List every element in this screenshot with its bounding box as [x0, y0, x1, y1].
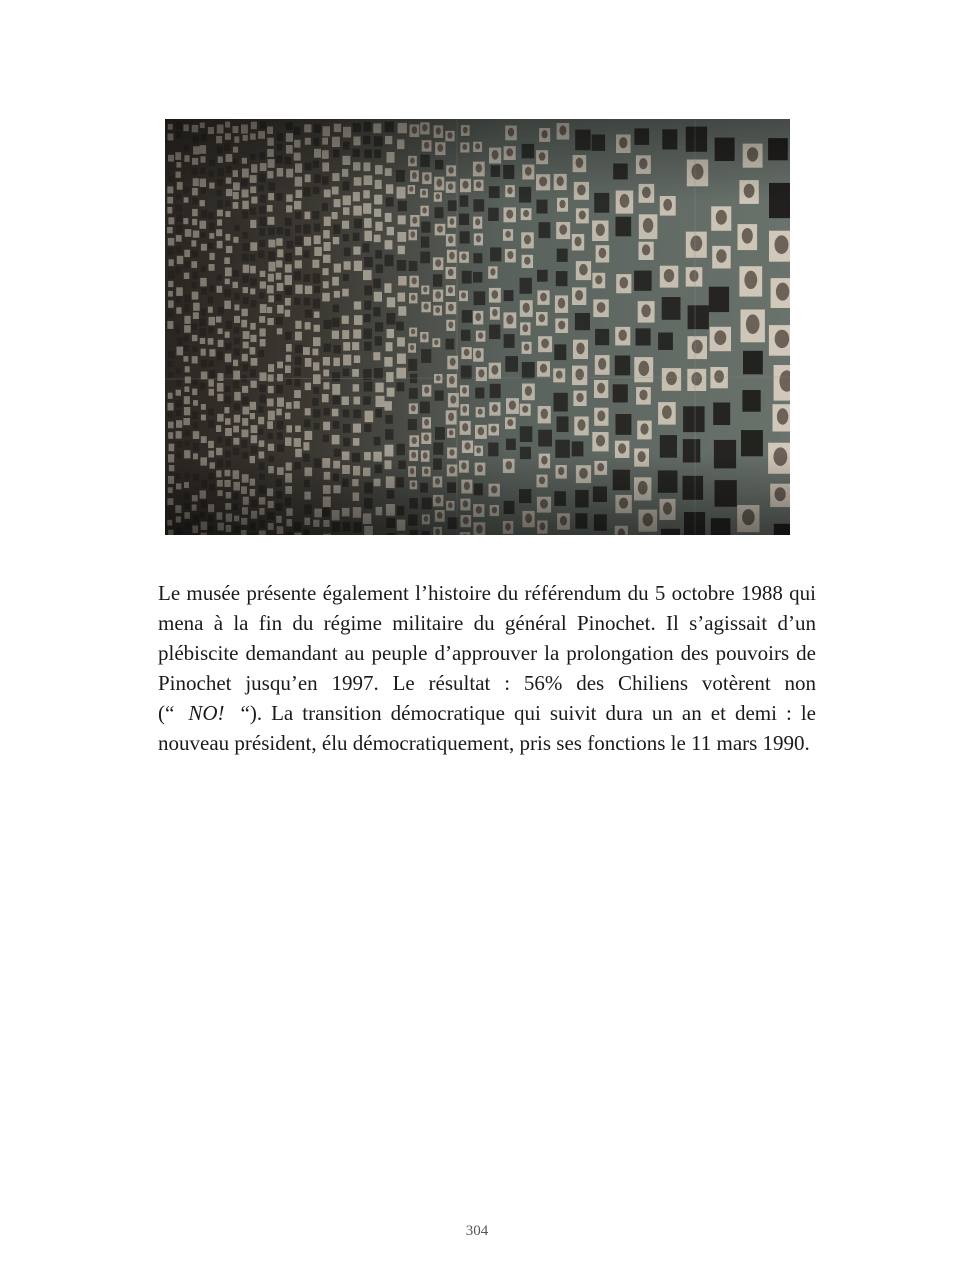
page-number: 304	[465, 1223, 489, 1239]
body-paragraph	[158, 578, 816, 758]
emphasis-no: NO!	[188, 701, 225, 725]
photo-wall-image	[165, 119, 790, 535]
paragraph-text-before: Le musée présente également l’histoire du référendum du 5 octobre 1988 qui mena à la fin du régime militaire du général Pinochet. Il s’agissait d’un plébiscite demandant au peuple d’approuver la prolongation des pouvoirs de Pinochet jusqu’en 1997. Le résultat : 56% des Chiliens votèrent non (“	[158, 581, 816, 725]
memorial-photo-wall	[165, 119, 790, 535]
paragraph-text-after: “). La transition démocratique qui suivit dura un an et demi : le nouveau président, élu démocratiquement, pris ses fonctions le 11 mars 1990.	[158, 701, 816, 755]
